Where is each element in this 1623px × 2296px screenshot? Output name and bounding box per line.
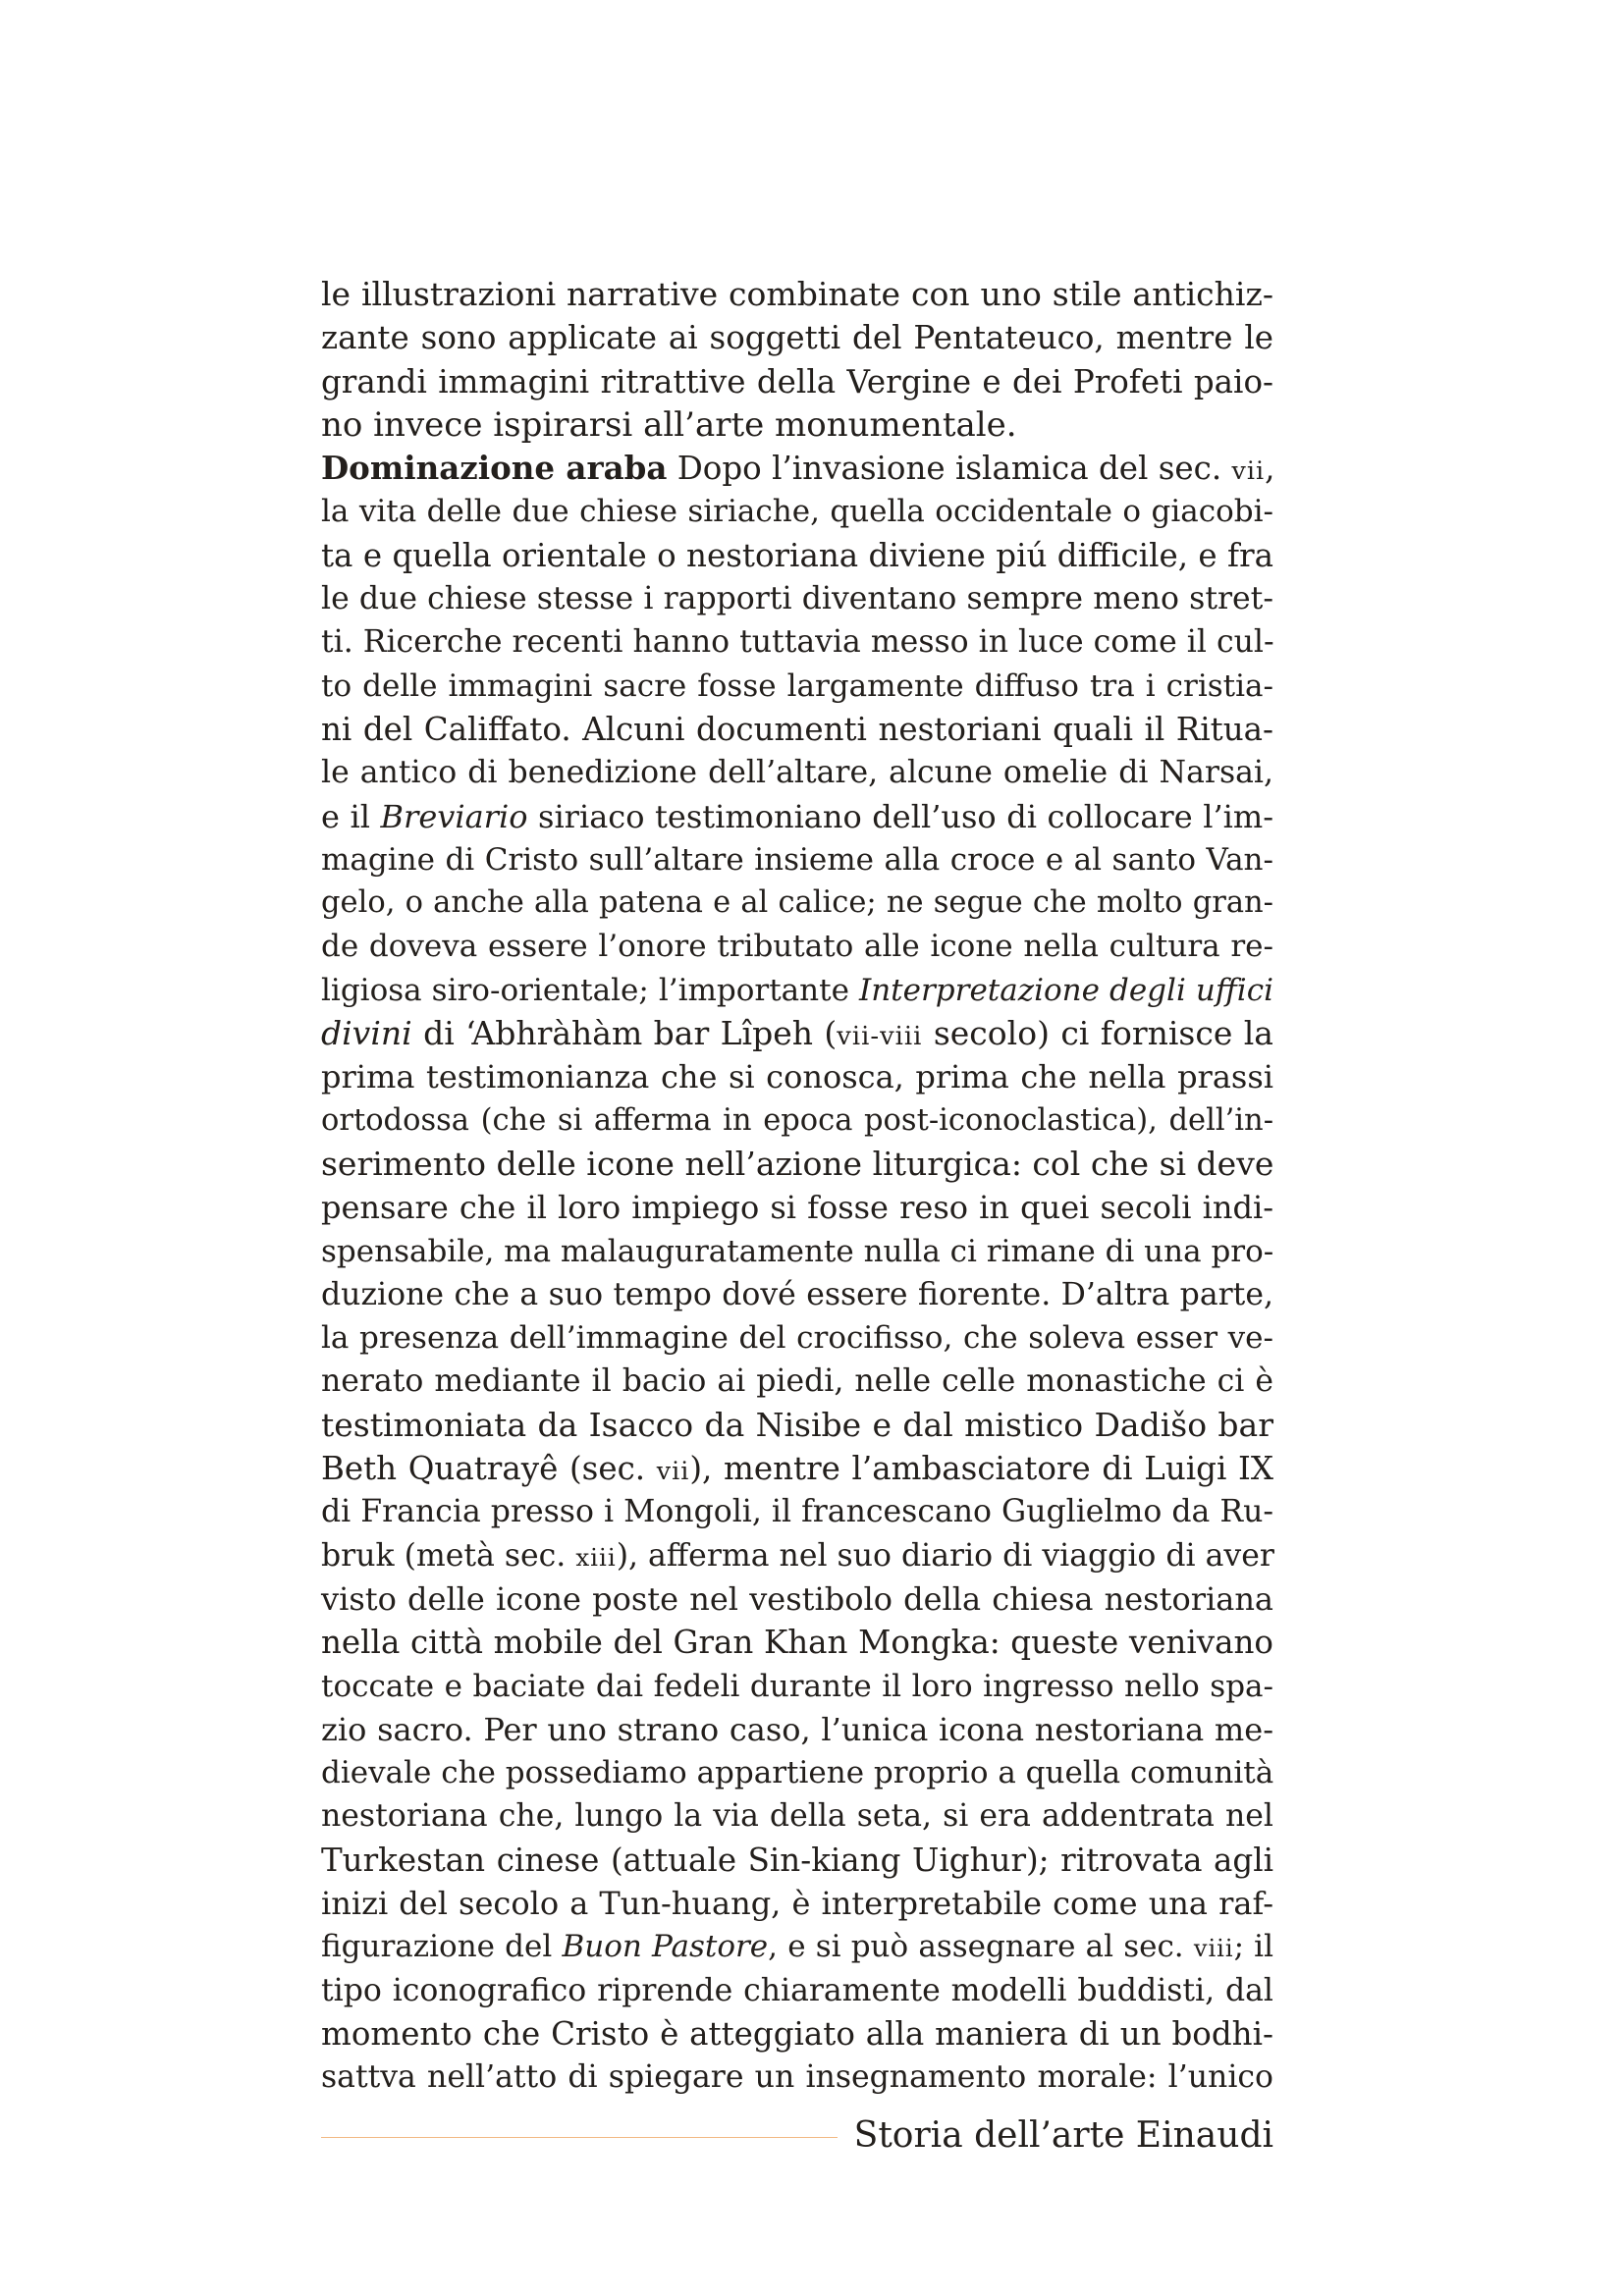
text-span: bruk (metà sec. xyxy=(321,1537,576,1574)
text-line xyxy=(321,925,1273,968)
text-line xyxy=(321,665,1273,708)
text-span: secolo) ci fornisce la xyxy=(922,1014,1273,1053)
italic-title: divini xyxy=(321,1014,412,1053)
text-line xyxy=(321,1621,1273,1664)
text-span: ligiosa siro-orientale; l’importante xyxy=(321,972,859,1008)
text-span: magine di Cristo sull’altare insieme alla croce e al santo Van- xyxy=(321,841,1273,878)
text-span: ti. Ricerche recenti hanno tuttavia messo in luce come il cul- xyxy=(321,624,1274,661)
text-span: , xyxy=(1265,450,1275,488)
section-heading: Dominazione araba xyxy=(321,449,668,488)
text-span: tipo iconografico riprende chiaramente modelli buddisti, dal xyxy=(321,1972,1273,2008)
text-span: la vita delle due chiese siriache, quella occidentale o giacobi- xyxy=(321,494,1273,530)
text-line xyxy=(321,1099,1273,1143)
text-span: no invece ispirarsi all’arte monumentale. xyxy=(321,404,1017,445)
text-span: ortodossa (che si afferma in epoca post-iconoclastica), dell’in- xyxy=(321,1102,1273,1138)
century-numeral: vii-viii xyxy=(837,1022,923,1052)
text-span: grandi immagini ritrattive della Vergine e dei Profeti paio- xyxy=(321,362,1273,400)
century-numeral: viii xyxy=(1193,1935,1234,1963)
text-line xyxy=(321,620,1273,664)
text-line xyxy=(321,534,1273,577)
text-line xyxy=(321,360,1273,403)
text-span: to delle immagini sacre fosse largamente diffuso tra i cristia- xyxy=(321,667,1273,704)
text-span: pensare che il loro impiego si fosse reso in quei secoli indi- xyxy=(321,1189,1273,1227)
century-numeral: xiii xyxy=(575,1542,617,1572)
text-span: visto delle icone poste nel vestibolo della chiesa nestoriana xyxy=(321,1579,1273,1618)
text-span: ta e quella orientale o nestoriana diviene piú difficile, e fra xyxy=(321,536,1273,574)
text-span: le illustrazioni narrative combinate con uno stile antichiz- xyxy=(321,275,1273,313)
text-line xyxy=(321,1273,1273,1316)
text-span: zante sono applicate ai soggetti del Pentateuco, mentre le xyxy=(321,319,1273,357)
text-span: Dopo l’invasione islamica del sec. xyxy=(667,450,1232,488)
text-line xyxy=(321,969,1273,1012)
text-line xyxy=(321,1447,1273,1490)
text-span: le antico di benedizione dell’altare, alcune omelie di Narsai, xyxy=(321,755,1273,791)
text-span: e il xyxy=(321,797,381,835)
text-span: siriaco testimoniano dell’uso di collocare l’im- xyxy=(527,797,1274,835)
text-line xyxy=(321,403,1273,447)
text-span: la presenza dell’immagine del crocifisso, che soleva esser ve- xyxy=(321,1320,1273,1357)
century-numeral: vii xyxy=(1231,455,1266,486)
text-span: di Francia presso i Mongoli, il francescano Guglielmo da Ru- xyxy=(321,1494,1273,1530)
text-line xyxy=(321,2056,1273,2099)
text-span: nella città mobile del Gran Khan Mongka: queste venivano xyxy=(321,1624,1273,1662)
text-line xyxy=(321,708,1273,751)
text-line xyxy=(321,1665,1273,1708)
text-span: figurazione del xyxy=(321,1929,563,1965)
text-line xyxy=(321,1839,1273,1882)
text-span: inizi del secolo a Tun-huang, è interpretabile come una raf- xyxy=(321,1884,1273,1922)
text-span: toccate e baciate dai fedeli durante il loro ingresso nello spa- xyxy=(321,1668,1273,1704)
text-line xyxy=(321,2012,1273,2056)
text-line xyxy=(321,490,1273,533)
text-line xyxy=(321,1012,1273,1055)
text-line xyxy=(321,1316,1273,1360)
text-line xyxy=(321,751,1273,794)
text-span: le due chiese stesse i rapporti diventano sempre meno stret- xyxy=(321,581,1273,617)
text-span: sattva nell’atto di spiegare un insegnamento morale: l’unico xyxy=(321,2059,1273,2096)
text-line xyxy=(321,1751,1273,1794)
text-line xyxy=(321,577,1273,620)
text-span: duzione che a suo tempo dové essere fiorente. D’altra parte, xyxy=(321,1276,1273,1312)
text-span: de doveva essere l’onore tributato alle icone nella cultura re- xyxy=(321,929,1273,965)
text-line xyxy=(321,1882,1273,1925)
text-line xyxy=(321,1490,1273,1533)
text-span: dievale che possediamo appartiene proprio a quella comunità xyxy=(321,1755,1274,1791)
text-span: momento che Cristo è atteggiato alla maniera di un bodhi- xyxy=(321,2014,1273,2053)
text-span: serimento delle icone nell’azione liturgica: col che si deve xyxy=(321,1144,1274,1183)
text-line xyxy=(321,1708,1273,1751)
italic-title: Breviario xyxy=(380,797,528,835)
text-line xyxy=(321,1577,1273,1621)
text-span: nestoriana che, lungo la via della seta, si era addentrata nel xyxy=(321,1798,1273,1835)
text-line xyxy=(321,316,1273,359)
footer-title: Storia dell’arte Einaudi xyxy=(853,2115,1273,2156)
text-line xyxy=(321,1055,1273,1098)
text-span: prima testimonianza che si conosca, prima che nella prassi xyxy=(321,1058,1273,1096)
italic-title: Interpretazione degli uffici xyxy=(858,972,1274,1008)
text-line xyxy=(321,447,1273,490)
text-span: testimoniata da Isacco da Nisibe e dal mistico Dadišo bar xyxy=(321,1405,1273,1444)
text-span: nerato mediante il bacio ai piedi, nelle celle monastiche ci è xyxy=(321,1363,1273,1400)
text-line xyxy=(321,273,1273,316)
italic-title: Buon Pastore xyxy=(562,1929,769,1965)
body-text xyxy=(321,273,1273,2099)
text-line xyxy=(321,1534,1273,1577)
text-line xyxy=(321,881,1273,925)
text-line xyxy=(321,795,1273,838)
text-line xyxy=(321,1925,1273,1968)
text-span: zio sacro. Per uno strano caso, l’unica icona nestoriana me- xyxy=(321,1710,1273,1748)
text-span: ), mentre l’ambasciatore di Luigi IX xyxy=(689,1450,1273,1488)
text-span: ni del Califfato. Alcuni documenti nestoriani quali il Ritua- xyxy=(321,710,1273,748)
text-line xyxy=(321,1360,1273,1403)
text-line xyxy=(321,1969,1273,2012)
text-span: ), afferma nel suo diario di viaggio di aver xyxy=(616,1537,1274,1574)
text-line xyxy=(321,1404,1273,1447)
century-numeral: vii xyxy=(656,1456,690,1486)
text-line xyxy=(321,1230,1273,1273)
text-span: di ‘Abhràhàm bar Lîpeh ( xyxy=(411,1014,838,1053)
text-line xyxy=(321,838,1273,881)
text-span: Turkestan cinese (attuale Sin-kiang Uighur); ritrovata agli xyxy=(321,1841,1273,1879)
text-span: , e si può assegnare al sec. xyxy=(768,1929,1194,1965)
footer-rule xyxy=(321,2137,838,2138)
text-line xyxy=(321,1143,1273,1186)
text-line xyxy=(321,1794,1273,1838)
text-span: spensabile, ma malauguratamente nulla ci rimane di una pro- xyxy=(321,1233,1274,1269)
text-span: Beth Quatrayê (sec. xyxy=(321,1450,657,1488)
text-span: gelo, o anche alla patena e al calice; ne segue che molto gran- xyxy=(321,885,1273,921)
text-span: ; il xyxy=(1233,1929,1274,1965)
text-line xyxy=(321,1186,1273,1229)
